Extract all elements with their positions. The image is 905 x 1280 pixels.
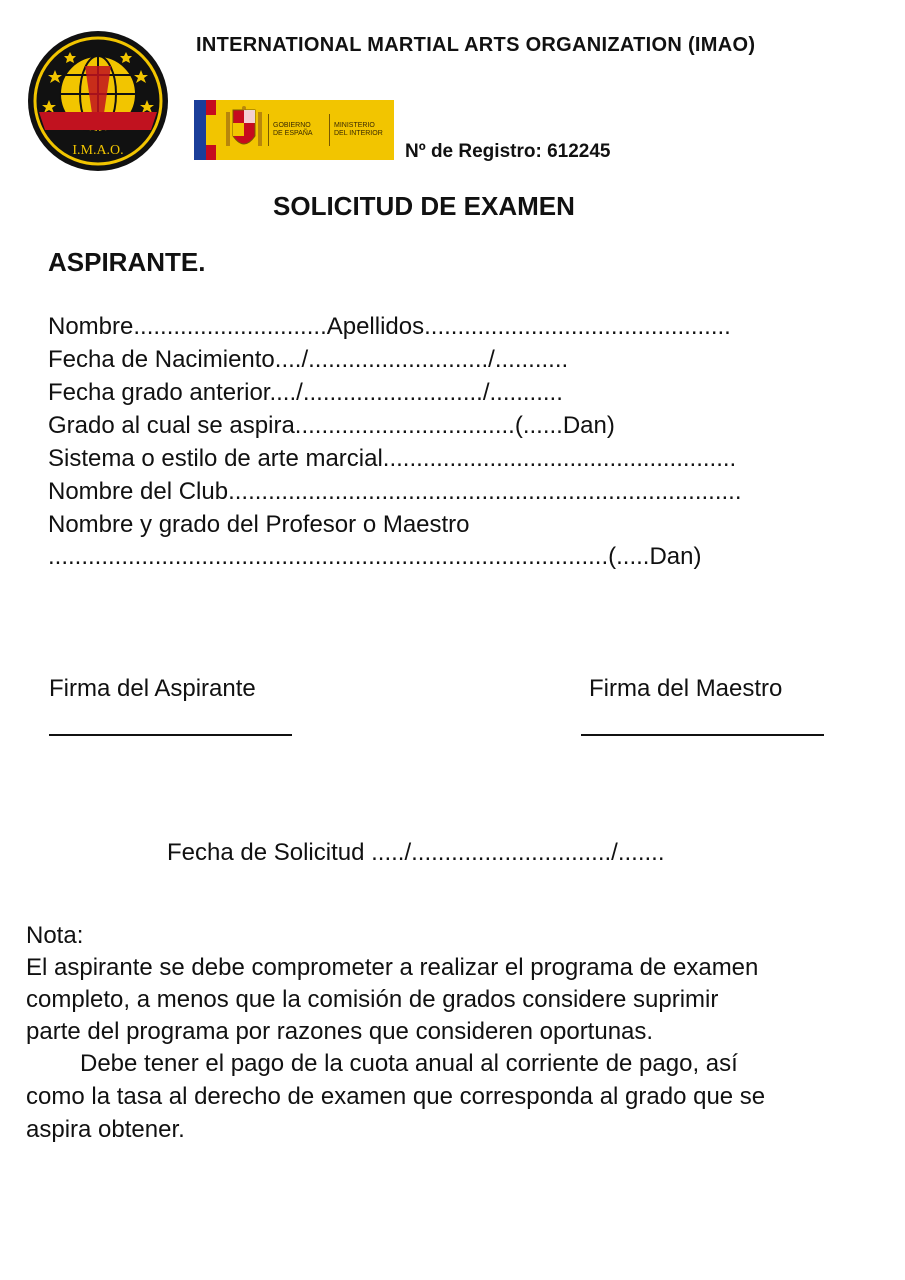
note-line: parte del programa por razones que consideren oportunas. <box>26 1018 654 1045</box>
logo-text: I.M.A.O. <box>72 143 124 158</box>
note-label: Nota: <box>26 922 84 949</box>
coat-of-arms-icon <box>224 106 264 154</box>
organization-title: INTERNATIONAL MARTIAL ARTS ORGANIZATION (IMAO) <box>196 34 756 56</box>
field-profesor-grado[interactable]: ....................................................................................(.....Dan) <box>48 543 702 570</box>
document-title: SOLICITUD DE EXAMEN <box>273 191 575 221</box>
field-nombre-apellidos[interactable]: Nombre.............................Apellidos.............................................. <box>48 313 731 340</box>
signature-maestro-label: Firma del Maestro <box>589 675 783 702</box>
registration-number: Nº de Registro: 612245 <box>405 141 611 162</box>
field-fecha-grado-anterior[interactable]: Fecha grado anterior..../.........................../........... <box>48 379 563 406</box>
eu-flag-icon <box>194 100 206 160</box>
field-sistema-estilo[interactable]: Sistema o estilo de arte marcial..................................................... <box>48 445 737 472</box>
note-line: El aspirante se debe comprometer a realizar el programa de examen <box>26 954 759 981</box>
signature-aspirante-label: Firma del Aspirante <box>49 675 256 702</box>
field-fecha-nacimiento[interactable]: Fecha de Nacimiento..../.........................../........... <box>48 346 569 373</box>
note-line: aspira obtener. <box>26 1116 185 1143</box>
note-line <box>26 1050 738 1078</box>
signature-aspirante-line[interactable] <box>49 734 292 736</box>
note-line: como la tasa al derecho de examen que corresponda al grado que se <box>26 1083 766 1110</box>
banner-text: MINISTERIO <box>334 122 375 129</box>
banner-text: GOBIERNO <box>273 122 311 129</box>
government-banner <box>194 100 394 160</box>
banner-text: DE ESPAÑA <box>273 130 313 137</box>
section-heading: ASPIRANTE. <box>48 247 206 277</box>
field-profesor-label: Nombre y grado del Profesor o Maestro <box>48 511 470 538</box>
field-grado-aspira[interactable]: Grado al cual se aspira.................................(......Dan) <box>48 412 615 439</box>
field-fecha-solicitud[interactable]: Fecha de Solicitud ...../............................../....... <box>167 839 665 866</box>
note-line: completo, a menos que la comisión de grados considere suprimir <box>26 986 719 1013</box>
note-line-text: Debe tener el pago de la cuota anual al corriente de pago, así <box>80 1050 738 1077</box>
signature-maestro-line[interactable] <box>581 734 824 736</box>
imao-logo <box>25 30 171 172</box>
banner-divider <box>329 114 330 146</box>
field-nombre-club[interactable]: Nombre del Club............................................................................. <box>48 478 742 505</box>
banner-text: DEL INTERIOR <box>334 130 383 137</box>
banner-divider <box>268 114 269 146</box>
